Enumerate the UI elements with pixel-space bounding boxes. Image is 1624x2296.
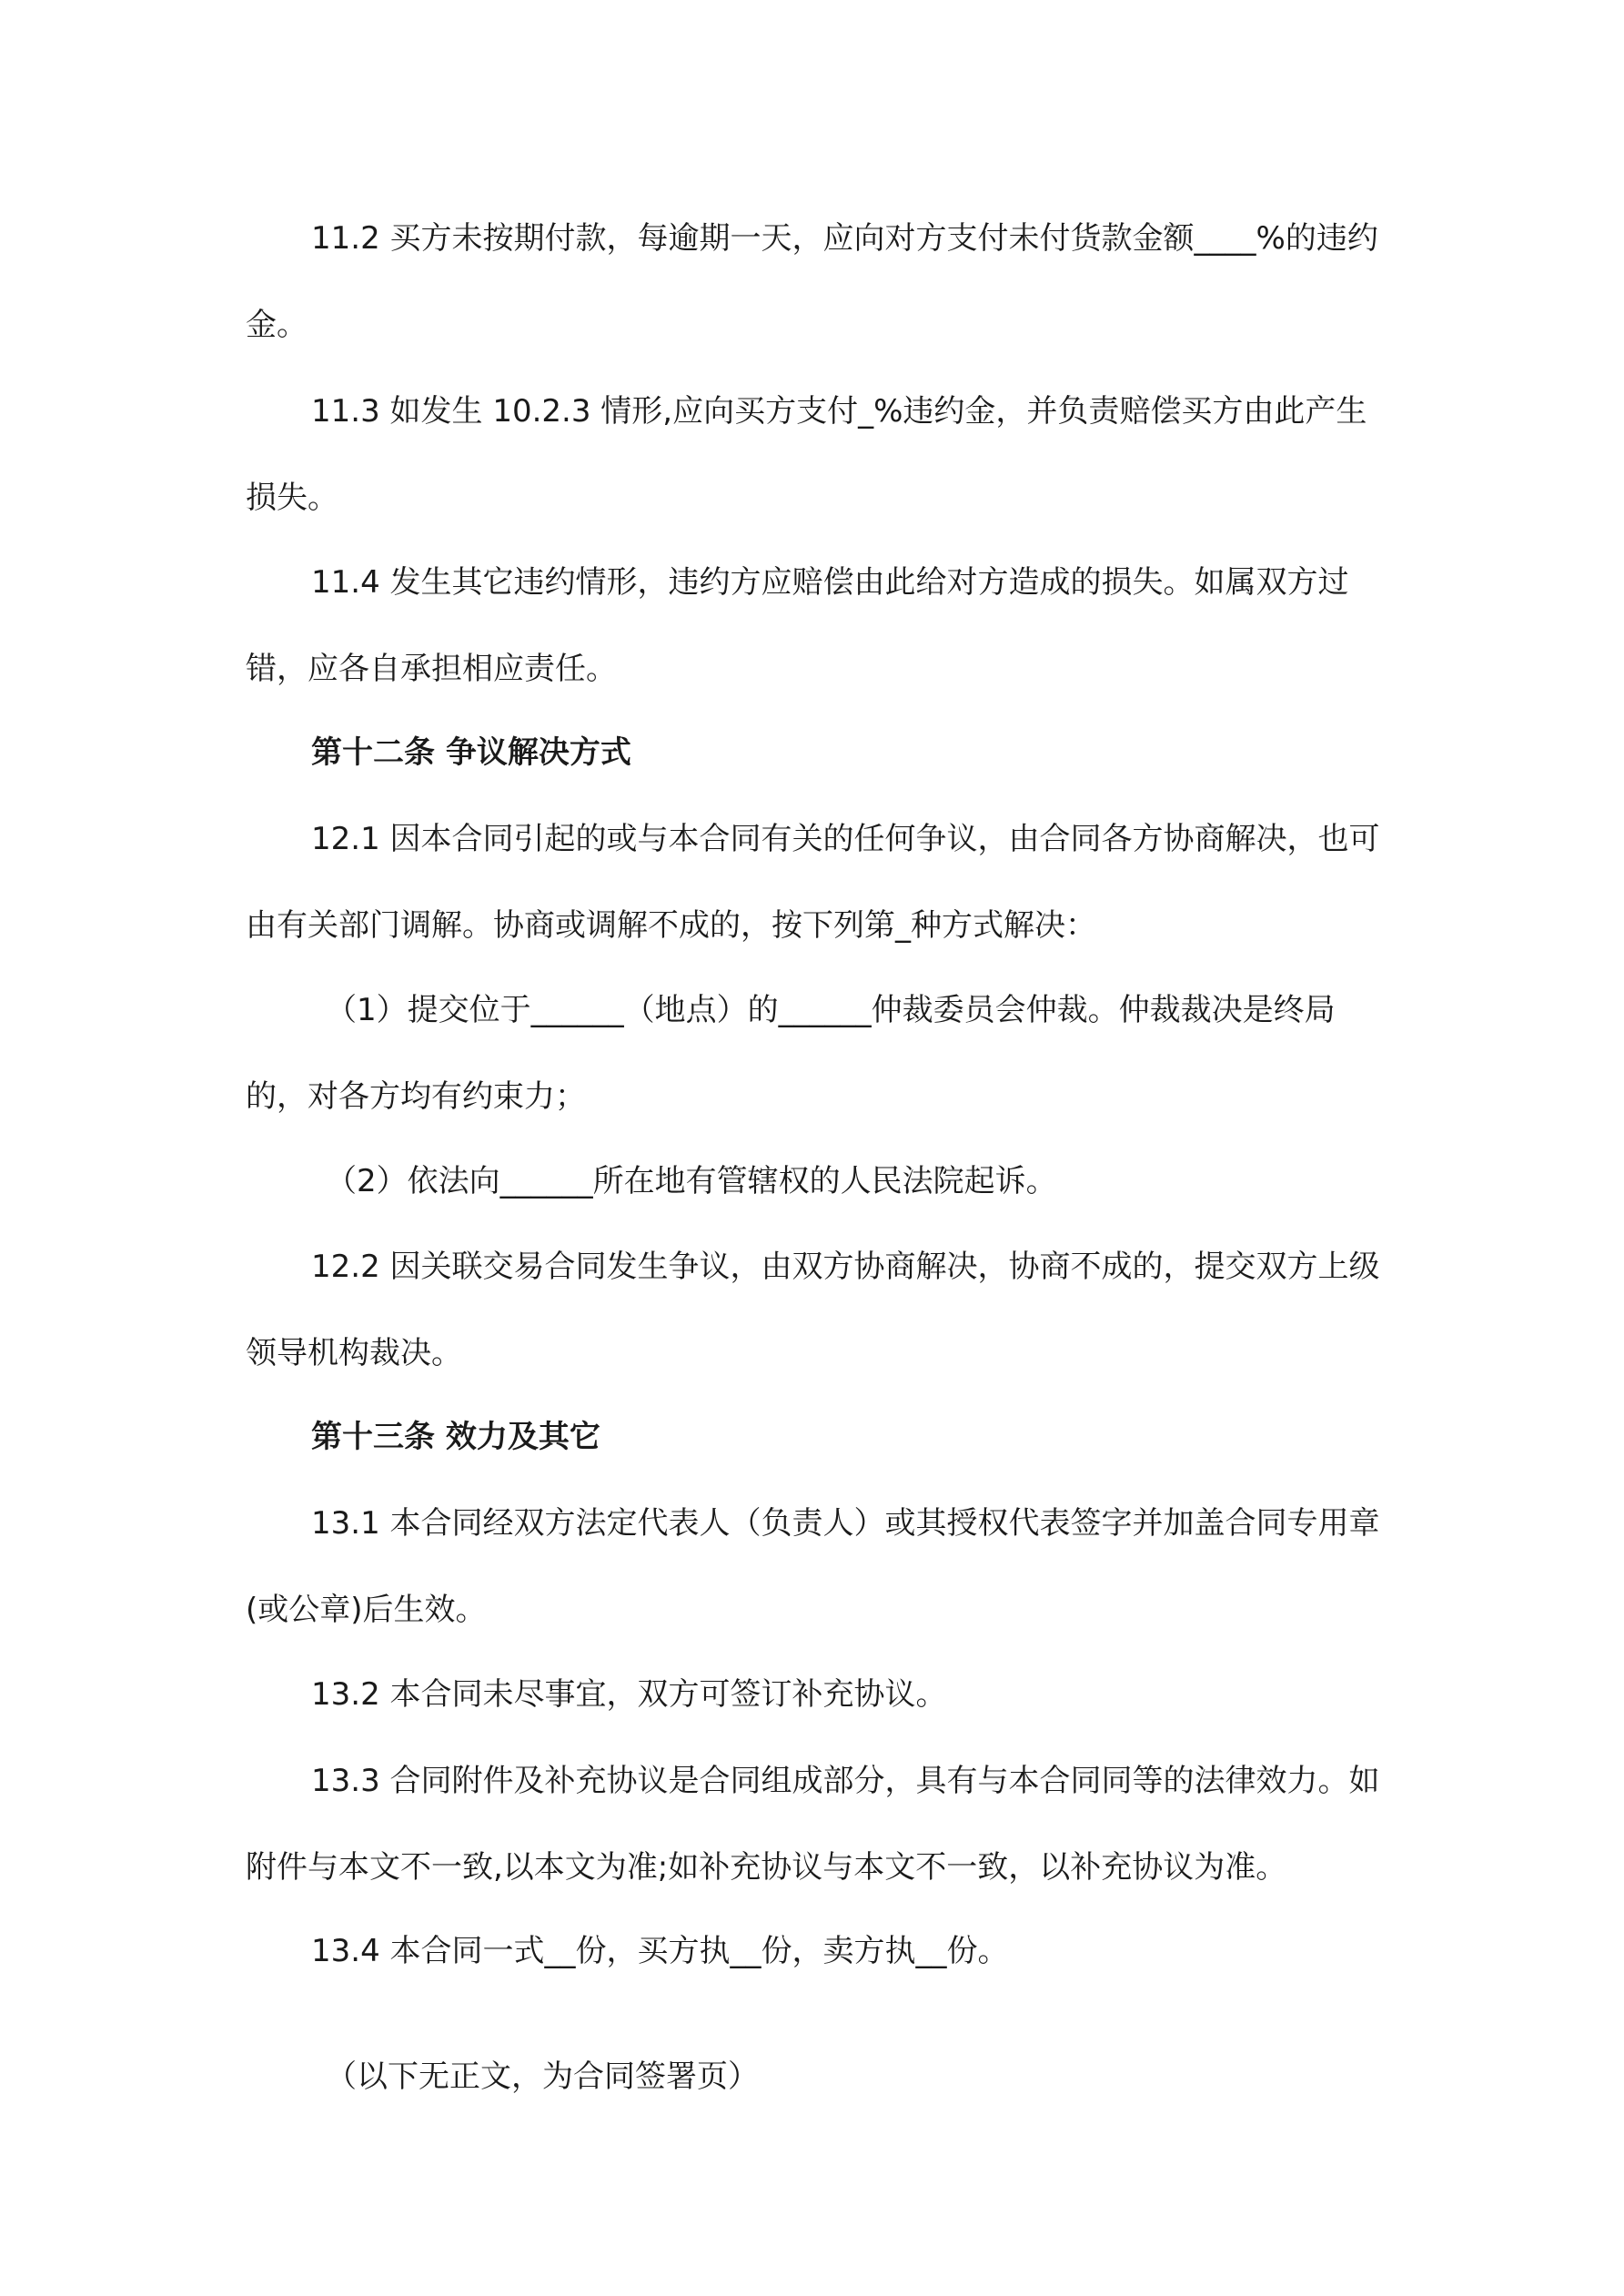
clause-13-3: 13.3 合同附件及补充协议是合同组成部分，具有与本合同同等的法律效力。如附件与本文不一致,以本文为准;如补充协议与本文不一致，以补充协议为准。 <box>246 1763 1380 1886</box>
clause-12-1-option-2: （2）依法向______所在地有管辖权的人民法院起诉。 <box>326 1163 1057 1199</box>
clause-12-1: 12.1 因本合同引起的或与本合同有关的任何争议，由合同各方协商解决，也可由有关部门调解。协商或调解不成的，按下列第_种方式解决： <box>246 821 1380 944</box>
section-heading-12: 第十二条 争议解决方式 <box>311 734 631 771</box>
clause-12-2: 12.2 因关联交易合同发生争议，由双方协商解决，协商不成的，提交双方上级领导机构裁决。 <box>246 1249 1380 1371</box>
clause-11-2: 11.2 买方未按期付款，每逾期一天，应向对方支付未付货款金额____%的违约金。 <box>246 220 1378 343</box>
clause-13-4: 13.4 本合同一式__份，买方执__份，卖方执__份。 <box>311 1933 1009 1969</box>
section-heading-13: 第十三条 效力及其它 <box>311 1419 600 1455</box>
end-of-text-note: （以下无正文，为合同签署页） <box>326 2058 759 2095</box>
clause-13-2: 13.2 本合同未尽事宜，双方可签订补充协议。 <box>311 1676 947 1713</box>
clause-11-3: 11.3 如发生 10.2.3 情形,应向买方支付_%违约金，并负责赔偿买方由此产生损失。 <box>246 393 1367 516</box>
clause-13-1: 13.1 本合同经双方法定代表人（负责人）或其授权代表签字并加盖合同专用章(或公章)后生效。 <box>246 1505 1380 1628</box>
clause-11-4: 11.4 发生其它违约情形，违约方应赔偿由此给对方造成的损失。如属双方过错，应各自承担相应责任。 <box>246 564 1349 687</box>
clause-12-1-option-1: （1）提交位于______（地点）的______仲裁委员会仲裁。仲裁裁决是终局的，对各方均有约束力； <box>246 992 1336 1115</box>
